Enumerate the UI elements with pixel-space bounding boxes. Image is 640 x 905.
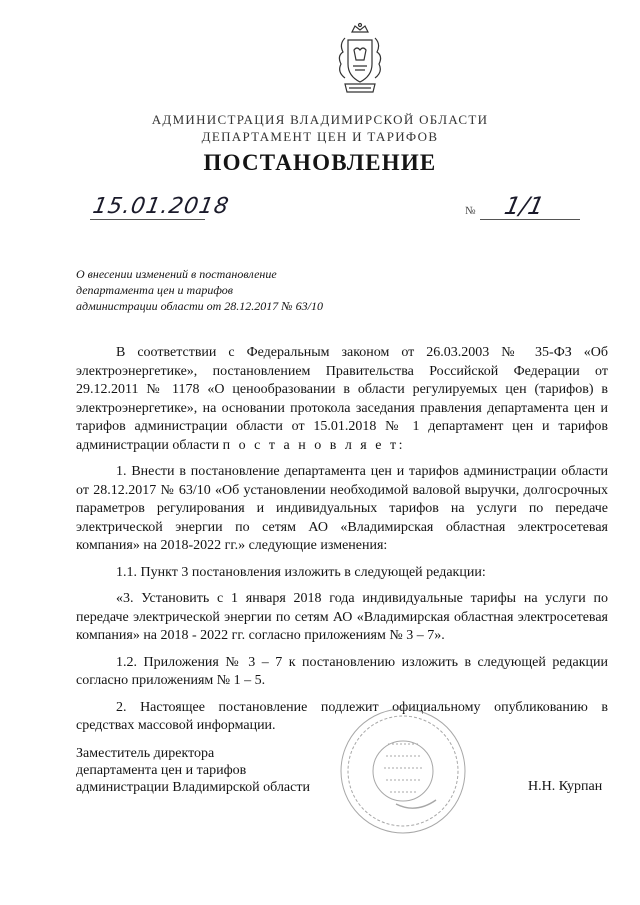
official-stamp: [336, 704, 470, 838]
item-1-2-paragraph: 1.2. Приложения № 3 – 7 к постановлению изложить в следующей редакции согласно приложениям № 1 – 5.: [76, 654, 608, 688]
number-underline: [480, 219, 580, 220]
subject-line: администрации области от 28.12.2017 № 63/10: [76, 299, 323, 313]
signatory-position: [76, 745, 310, 796]
position-line: департамента цен и тарифов: [76, 763, 247, 778]
preamble-paragraph: [76, 344, 608, 455]
position-line: Заместитель директора: [76, 746, 215, 761]
number-label: №: [465, 205, 476, 217]
subject-line: О внесении изменений в постановление: [76, 267, 277, 281]
item-1-1-paragraph: 1.1. Пункт 3 постановления изложить в следующей редакции:: [116, 564, 486, 580]
date-underline: [90, 219, 205, 220]
item-1-paragraph: 1. Внести в постановление департамента цен и тарифов администрации области от 28.12.2017 № 63/10 «Об установлении необходимой валовой выручки, долгосрочных параметров регулирования и индивидуальных тарифов на услуги по передаче электрической энергии по сетям АО «Владимирская областная электросетевая компания» на 2018-2022 гг.» следующие изменения:: [76, 464, 608, 553]
resolves-word: п о с т а н о в л я е т: [222, 437, 399, 453]
department-name: ДЕПАРТАМЕНТ ЦЕН И ТАРИФОВ: [201, 129, 439, 144]
item-1-1-quote-paragraph: «3. Установить с 1 января 2018 года индивидуальные тарифы на услуги по передаче электрической энергии по сетям АО «Владимирская областная электросетевая компания» на 2018 - 2022 гг. согласно приложениям № 3 – 7».: [76, 591, 608, 643]
preamble-colon: :: [398, 437, 403, 453]
item-2-paragraph: 2. Настоящее постановление подлежит официальному опубликованию в средствах массовой информации.: [76, 699, 608, 733]
document-body: [76, 344, 608, 736]
preamble-text: В соответствии с Федеральным законом от 26.03.2003 № 35-ФЗ «Об электроэнергетике», постановлением Правительства Российской Федерации от 29.12.2011 № 1178 «О ценообразовании в области регулируемых цен (тарифов) в электроэнергетике», на основании протокола заседания правления департамента цен и тарифов администрации области от 15.01.2018 № 1 департамент цен и тарифов администрации области: [76, 345, 608, 453]
signatory-name: Н.Н. Курпан: [528, 779, 603, 794]
administration-name: АДМИНИСТРАЦИЯ ВЛАДИМИРСКОЙ ОБЛАСТИ: [151, 112, 489, 127]
position-line: администрации Владимирской области: [76, 780, 310, 795]
coat-of-arms-emblem: [333, 22, 387, 100]
handwritten-number: 1/1: [502, 192, 547, 220]
subject-line: департамента цен и тарифов: [76, 283, 233, 297]
document-subject: [76, 266, 376, 314]
handwritten-date: 15.01.2018: [90, 194, 232, 219]
document-type-title: ПОСТАНОВЛЕНИЕ: [203, 150, 437, 175]
